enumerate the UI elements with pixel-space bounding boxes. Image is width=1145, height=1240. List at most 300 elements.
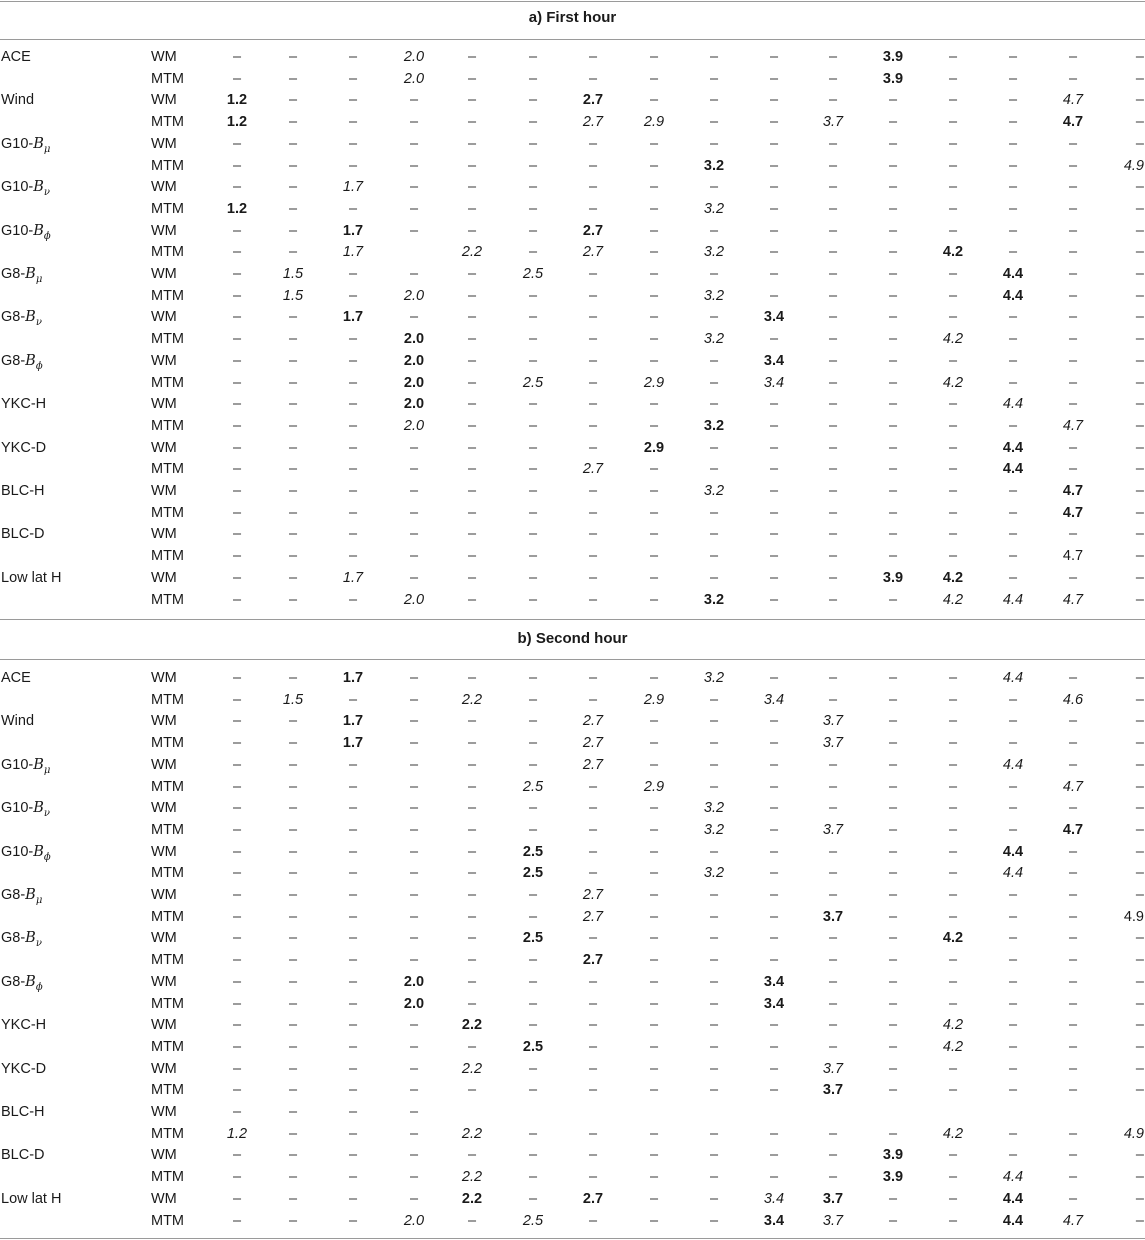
row-label: YKC-D <box>1 1060 47 1077</box>
table-cell: 2.9 <box>643 114 665 131</box>
table-cell: – <box>588 670 598 686</box>
table-cell: – <box>288 352 298 369</box>
table-cell: – <box>948 1147 958 1164</box>
table-cell: – <box>649 548 659 565</box>
table-cell: – <box>888 691 898 708</box>
table-cell: – <box>288 504 298 521</box>
table-cell: – <box>288 1038 298 1055</box>
table-cell: – <box>1008 1038 1018 1055</box>
table-cell: 3.4 <box>763 374 785 391</box>
table-cell: – <box>528 439 538 456</box>
table-cell: 1.5 <box>282 287 304 304</box>
table-cell: – <box>828 670 838 686</box>
method-label: MTM <box>151 287 185 304</box>
table-cell: – <box>467 114 477 131</box>
table-cell: – <box>1008 1017 1018 1034</box>
table-cell: – <box>288 713 298 730</box>
table-row <box>0 416 1145 438</box>
table-cell: – <box>888 843 898 860</box>
table-cell: 4.2 <box>942 1017 964 1034</box>
table-cell: – <box>467 843 477 860</box>
table-cell: – <box>769 548 779 565</box>
table-cell: – <box>769 200 779 217</box>
table-cell: – <box>288 417 298 434</box>
table-cell: – <box>888 952 898 969</box>
table-cell: 1.7 <box>342 735 364 752</box>
table-cell: – <box>888 483 898 499</box>
table-cell: – <box>348 287 358 304</box>
table-cell: – <box>232 374 242 391</box>
table-cell: – <box>288 821 298 838</box>
table-cell: – <box>828 244 838 261</box>
table-cell: – <box>709 1017 719 1034</box>
table-cell: – <box>948 396 958 413</box>
table-cell: – <box>1135 713 1144 730</box>
table-cell: – <box>467 995 477 1012</box>
table-cell: – <box>409 843 419 860</box>
table-cell: – <box>828 800 838 817</box>
table-cell: – <box>769 887 779 903</box>
method-label: MTM <box>151 504 185 521</box>
table-cell: – <box>649 887 659 903</box>
table-cell: – <box>409 1104 419 1120</box>
table-cell: – <box>467 49 477 65</box>
top-rule <box>0 1 1145 2</box>
table-cell: – <box>232 70 242 87</box>
table-cell: 2.0 <box>403 973 425 990</box>
table-cell: – <box>232 670 242 686</box>
row-label: $G10-B_\phi$ <box>1 222 51 242</box>
table-cell: 4.2 <box>942 1038 964 1055</box>
table-cell: – <box>769 1017 779 1034</box>
table-cell: 4.4 <box>1002 670 1024 686</box>
table-cell: – <box>467 266 477 282</box>
table-cell: – <box>409 908 419 925</box>
table-cell: – <box>528 1190 538 1207</box>
table-cell: – <box>588 1212 598 1229</box>
table-cell: 4.7 <box>1062 504 1084 521</box>
table-cell: – <box>1135 865 1144 882</box>
table-cell: – <box>232 908 242 925</box>
table-cell: – <box>1135 49 1144 65</box>
table-cell: – <box>348 526 358 543</box>
table-cell: – <box>348 1060 358 1077</box>
table-cell: – <box>769 670 779 686</box>
table-cell: – <box>948 1082 958 1099</box>
table-cell: 4.7 <box>1062 548 1084 565</box>
table-cell: – <box>288 92 298 109</box>
table-cell: – <box>948 670 958 686</box>
table-cell: – <box>769 591 779 608</box>
table-cell: – <box>1135 1017 1144 1034</box>
table-cell: – <box>588 591 598 608</box>
table-cell: – <box>888 887 898 903</box>
table-cell: – <box>1008 800 1018 817</box>
table-cell: – <box>528 179 538 196</box>
table-cell: – <box>828 439 838 456</box>
table-cell: – <box>528 821 538 838</box>
table-cell: – <box>769 843 779 860</box>
table-cell: – <box>528 1169 538 1186</box>
table-cell: – <box>649 735 659 752</box>
table-cell: – <box>828 179 838 196</box>
table-cell: – <box>528 483 538 499</box>
table-cell: – <box>888 591 898 608</box>
table-row <box>0 711 1145 733</box>
table-cell: – <box>709 908 719 925</box>
table-cell: – <box>1068 569 1078 586</box>
table-cell: – <box>948 1169 958 1186</box>
table-cell: – <box>232 735 242 752</box>
table-cell: – <box>649 713 659 730</box>
table-cell: – <box>467 778 477 795</box>
method-label: WM <box>151 843 177 860</box>
table-cell: – <box>467 374 477 391</box>
table-cell: – <box>769 821 779 838</box>
table-cell: – <box>828 396 838 413</box>
table-cell: – <box>467 352 477 369</box>
table-row <box>0 907 1145 929</box>
table-row <box>0 928 1145 950</box>
table-cell: – <box>948 200 958 217</box>
table-cell: – <box>288 1212 298 1229</box>
table-cell: – <box>409 504 419 521</box>
table-cell: – <box>528 70 538 87</box>
table-cell: – <box>1008 504 1018 521</box>
table-row <box>0 1124 1145 1146</box>
table-cell: 2.5 <box>522 930 544 947</box>
table-cell: – <box>888 331 898 348</box>
table-row <box>0 777 1145 799</box>
table-cell: – <box>232 821 242 838</box>
table-cell: 1.7 <box>342 713 364 730</box>
table-cell: – <box>1068 309 1078 326</box>
table-cell: – <box>769 713 779 730</box>
table-cell: – <box>649 352 659 369</box>
method-label: WM <box>151 1190 177 1207</box>
table-cell: – <box>948 908 958 925</box>
table-cell: 2.5 <box>522 374 544 391</box>
table-row <box>0 286 1145 308</box>
table-cell: – <box>948 222 958 239</box>
table-cell: – <box>288 49 298 65</box>
table-cell: – <box>288 135 298 152</box>
table-cell: – <box>348 1082 358 1099</box>
table-cell: 2.0 <box>403 417 425 434</box>
table-row <box>0 307 1145 329</box>
table-cell: – <box>769 952 779 969</box>
table-cell: – <box>409 461 419 478</box>
method-label: MTM <box>151 548 185 565</box>
table-cell: – <box>528 331 538 348</box>
table-cell: – <box>409 821 419 838</box>
table-cell: – <box>232 930 242 947</box>
table-cell: – <box>828 1147 838 1164</box>
table-cell: – <box>888 735 898 752</box>
table-cell: 3.2 <box>703 591 725 608</box>
table-row <box>0 1102 1145 1124</box>
table-cell: – <box>467 548 477 565</box>
table-cell: – <box>948 461 958 478</box>
table-cell: 2.5 <box>522 843 544 860</box>
table-cell: – <box>1068 266 1078 282</box>
table-cell: – <box>588 843 598 860</box>
method-label: MTM <box>151 952 185 969</box>
table-cell: – <box>1068 179 1078 196</box>
table-cell: – <box>348 417 358 434</box>
table-cell: – <box>409 309 419 326</box>
table-cell: – <box>709 548 719 565</box>
method-label: MTM <box>151 821 185 838</box>
table-cell: – <box>409 92 419 109</box>
table-cell: – <box>649 1082 659 1099</box>
table-cell: – <box>288 735 298 752</box>
table-cell: – <box>709 1169 719 1186</box>
table-cell: – <box>348 331 358 348</box>
table-cell: – <box>1068 1060 1078 1077</box>
table-cell: 4.7 <box>1062 1212 1084 1229</box>
table-cell: – <box>888 756 898 773</box>
table-cell: – <box>888 352 898 369</box>
method-label: WM <box>151 930 177 947</box>
table-cell: – <box>828 135 838 152</box>
table-cell: – <box>409 222 419 239</box>
table-cell: – <box>288 591 298 608</box>
method-label: MTM <box>151 691 185 708</box>
table-cell: – <box>348 374 358 391</box>
table-cell: – <box>769 865 779 882</box>
table-cell: – <box>288 439 298 456</box>
table-cell: – <box>1135 114 1144 131</box>
table-cell: – <box>348 778 358 795</box>
table-cell: – <box>409 756 419 773</box>
table-cell: – <box>409 1082 419 1099</box>
table-cell: – <box>948 483 958 499</box>
table-cell: – <box>828 200 838 217</box>
table-cell: – <box>1008 887 1018 903</box>
table-cell: – <box>348 1125 358 1142</box>
table-cell: – <box>1068 374 1078 391</box>
table-cell: 2.7 <box>582 908 604 925</box>
table-cell: – <box>649 179 659 196</box>
table-cell: 2.5 <box>522 1038 544 1055</box>
table-cell: – <box>649 266 659 282</box>
method-label: MTM <box>151 1125 185 1142</box>
table-cell: 2.5 <box>522 1212 544 1229</box>
table-cell: – <box>232 952 242 969</box>
table-cell: 2.7 <box>582 735 604 752</box>
method-label: WM <box>151 1104 177 1120</box>
table-cell: – <box>1135 569 1144 586</box>
table-cell: – <box>348 865 358 882</box>
table-cell: – <box>948 973 958 990</box>
table-cell: – <box>1008 331 1018 348</box>
method-label: MTM <box>151 70 185 87</box>
table-cell: – <box>1008 49 1018 65</box>
table-cell: – <box>888 504 898 521</box>
table-cell: – <box>232 222 242 239</box>
table-cell: – <box>828 309 838 326</box>
table-cell: – <box>409 1125 419 1142</box>
table-cell: 4.7 <box>1062 821 1084 838</box>
method-label: WM <box>151 309 177 326</box>
table-cell: – <box>348 691 358 708</box>
table-cell: – <box>948 713 958 730</box>
table-cell: – <box>1135 266 1144 282</box>
table-cell: – <box>467 222 477 239</box>
table-cell: – <box>888 1060 898 1077</box>
table-cell: – <box>649 461 659 478</box>
table-cell: – <box>588 70 598 87</box>
table-cell: 4.9 <box>1123 908 1144 925</box>
method-label: WM <box>151 266 177 282</box>
table-cell: – <box>649 865 659 882</box>
table-cell: – <box>1008 995 1018 1012</box>
table-cell: – <box>528 1125 538 1142</box>
table-cell: – <box>348 1017 358 1034</box>
table-cell: 3.2 <box>703 417 725 434</box>
table-row <box>0 1015 1145 1037</box>
table-cell: 3.9 <box>882 569 904 586</box>
table-cell: – <box>232 309 242 326</box>
table-cell: – <box>1008 973 1018 990</box>
bottom-rule <box>0 1238 1145 1239</box>
table-cell: 2.2 <box>461 1125 483 1142</box>
table-cell: – <box>888 1038 898 1055</box>
table-cell: – <box>1008 70 1018 87</box>
table-cell: – <box>1135 92 1144 109</box>
table-cell: – <box>467 396 477 413</box>
table-cell: 2.0 <box>403 396 425 413</box>
table-cell: – <box>288 1082 298 1099</box>
table-cell: – <box>828 92 838 109</box>
table-cell: 3.2 <box>703 483 725 499</box>
row-label: $G10-B_\phi$ <box>1 843 51 863</box>
table-cell: – <box>709 778 719 795</box>
table-row <box>0 972 1145 994</box>
table-cell: – <box>409 1038 419 1055</box>
table-cell: 1.7 <box>342 244 364 261</box>
table-cell: – <box>528 735 538 752</box>
table-cell: – <box>528 995 538 1012</box>
table-cell: – <box>769 1147 779 1164</box>
table-cell: – <box>1008 952 1018 969</box>
row-label: YKC-H <box>1 396 47 413</box>
table-cell: – <box>1008 114 1018 131</box>
table-cell: – <box>769 483 779 499</box>
table-row <box>0 1080 1145 1102</box>
table-cell: – <box>528 591 538 608</box>
table-cell: 3.7 <box>822 1082 844 1099</box>
table-cell: – <box>1068 135 1078 152</box>
table-cell: – <box>828 1017 838 1034</box>
table-cell: 4.4 <box>1002 591 1024 608</box>
table-cell: – <box>1068 1125 1078 1142</box>
table-cell: – <box>288 461 298 478</box>
table-cell: – <box>348 352 358 369</box>
table-cell: 2.0 <box>403 287 425 304</box>
table-cell: – <box>649 995 659 1012</box>
table-cell: – <box>649 309 659 326</box>
table-cell: – <box>528 157 538 174</box>
table-cell: 3.2 <box>703 287 725 304</box>
table-cell: – <box>409 670 419 686</box>
table-cell: – <box>1135 287 1144 304</box>
method-label: WM <box>151 49 177 65</box>
method-label: MTM <box>151 908 185 925</box>
table-cell: – <box>709 569 719 586</box>
table-cell: 2.7 <box>582 713 604 730</box>
table-cell: – <box>528 548 538 565</box>
table-cell: – <box>348 591 358 608</box>
table-cell: – <box>769 908 779 925</box>
table-cell: – <box>467 287 477 304</box>
table-cell: – <box>467 70 477 87</box>
table-cell: – <box>232 49 242 65</box>
table-cell: – <box>1135 1082 1144 1099</box>
table-cell: – <box>1068 1190 1078 1207</box>
table-cell: – <box>528 287 538 304</box>
table-cell: – <box>769 92 779 109</box>
table-cell: – <box>1008 244 1018 261</box>
table-cell: – <box>588 691 598 708</box>
table-row <box>0 1211 1145 1233</box>
table-cell: – <box>1008 1125 1018 1142</box>
table-row <box>0 1167 1145 1189</box>
table-cell: 2.2 <box>461 1169 483 1186</box>
row-label: ACE <box>1 49 31 65</box>
table-cell: – <box>232 800 242 817</box>
table-cell: – <box>888 865 898 882</box>
table-row <box>0 264 1145 286</box>
table-cell: – <box>232 1082 242 1099</box>
table-cell: 2.7 <box>582 114 604 131</box>
table-cell: – <box>467 461 477 478</box>
table-cell: 2.2 <box>461 1017 483 1034</box>
table-cell: – <box>769 49 779 65</box>
table-cell: – <box>649 800 659 817</box>
table-cell: – <box>348 49 358 65</box>
table-cell: – <box>1135 483 1144 499</box>
table-cell: – <box>348 887 358 903</box>
table-cell: – <box>828 222 838 239</box>
table-cell: – <box>288 930 298 947</box>
table-row <box>0 156 1145 178</box>
table-row <box>0 221 1145 243</box>
table-cell: – <box>409 887 419 903</box>
table-cell: – <box>1135 244 1144 261</box>
table-cell: – <box>948 691 958 708</box>
table-cell: – <box>1008 222 1018 239</box>
table-cell: – <box>828 483 838 499</box>
table-row <box>0 112 1145 134</box>
row-label: Low lat H <box>1 1190 62 1207</box>
table-row <box>0 820 1145 842</box>
table-cell: – <box>709 439 719 456</box>
table-cell: – <box>1008 179 1018 196</box>
table-cell: – <box>409 526 419 543</box>
table-cell: – <box>467 930 477 947</box>
table-cell: – <box>888 157 898 174</box>
table-cell: – <box>528 670 538 686</box>
table-cell: – <box>1008 908 1018 925</box>
table-cell: – <box>649 483 659 499</box>
method-label: WM <box>151 1060 177 1077</box>
table-cell: – <box>288 179 298 196</box>
table-cell: – <box>467 865 477 882</box>
table-cell: – <box>1068 461 1078 478</box>
table-cell: 2.0 <box>403 1212 425 1229</box>
